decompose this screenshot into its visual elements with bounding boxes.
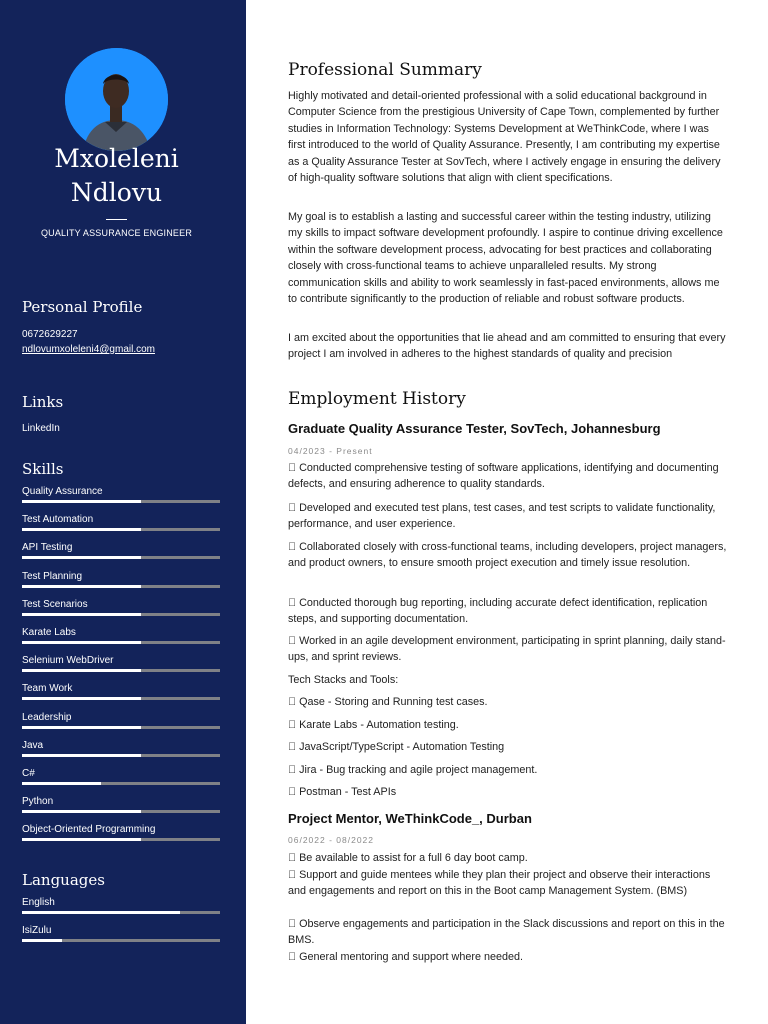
skill-level-fill <box>22 585 141 588</box>
skill-item <box>22 514 220 542</box>
skill-level-bar <box>22 810 220 813</box>
personal-profile-heading: Personal Profile <box>22 298 143 316</box>
skill-level-fill <box>22 810 141 813</box>
skill-item <box>22 486 220 514</box>
skill-level-fill <box>22 641 141 644</box>
summary-paragraph-3: I am excited about the opportunities that lie ahead and am committed to ensuring that every project I am involved in adheres to the highest standards of quality and precision <box>288 332 726 361</box>
profile-photo <box>65 48 168 151</box>
skill-item <box>22 740 220 768</box>
tech-stack-item: Qase - Storing and Running test cases. <box>288 696 477 708</box>
job-title-wethinkcode: Project Mentor, WeThinkCode_, Durban <box>288 811 532 826</box>
language-level-bar <box>22 939 220 942</box>
job-title: QUALITY ASSURANCE ENGINEER <box>40 228 193 238</box>
tech-stack-item: Jira - Bug tracking and agile project management. <box>288 764 527 776</box>
summary-paragraph-2: My goal is to establish a lasting and successful career within the testing industry, utilizing my skills to impact software development profoundly. I aspire to continue driving excellence within the software development process, advocating for best practices and collaborating closely with cross-functional teams to achieve unparalleled results. My strong communication skills and ability to work seamlessly in fast-paced environments, allows me to contribute significantly to the production of reliable and robust software products. <box>288 211 723 306</box>
language-item <box>22 897 220 925</box>
skill-level-bar <box>22 528 220 531</box>
job-bullet: Conducted comprehensive testing of software applications, identifying and documenting defects, and ensuring adherence to quality standards. <box>288 462 708 491</box>
job-title-sovtech: Graduate Quality Assurance Tester, SovTech, Johannesburg <box>288 421 661 436</box>
skill-level-fill <box>22 726 141 729</box>
phone-number: 0672629227 <box>22 329 78 340</box>
skill-item <box>22 768 220 796</box>
links-heading: Links <box>22 393 64 411</box>
language-level-fill <box>22 911 180 914</box>
job-dates-wethinkcode: 06/2022 - 08/2022 <box>288 835 375 845</box>
summary-paragraph-1: Highly motivated and detail-oriented professional with a solid educational background in Computer Science from the prestigious University of Cape Town, complemented by further studies in Information Technology: Systems Development at WeThinkCode, where I was first introduced to the world of Quality Assurance. Presently, I am contributing my expertise as a Quality Assurance Tester at SovTech, where I actively engage in ensuring the delivery of high-quality software solutions that align with client specifications. <box>288 90 721 185</box>
job-bullet: Worked in an agile development environment, participating in sprint planning, daily stand-ups, and sprint reviews. <box>288 635 715 664</box>
tech-stack-item: JavaScript/TypeScript - Automation Testing <box>288 741 494 753</box>
job-bullet: Support and guide mentees while they plan their project and observe their interactions and engagements and report on this in the Boot camp Management System. (BMS) <box>288 869 721 898</box>
skill-level-fill <box>22 613 141 616</box>
skill-level-bar <box>22 556 220 559</box>
skill-label: C# <box>22 768 35 779</box>
employment-heading: Employment History <box>288 389 466 409</box>
tech-stack-label: Tech Stacks and Tools: <box>288 674 399 686</box>
skill-label: Karate Labs <box>22 627 76 638</box>
job-bullet: Collaborated closely with cross-functional teams, including developers, project managers, and product owners, to ensure smooth project execution and timely issue resolution. <box>288 541 716 570</box>
skill-level-bar <box>22 613 220 616</box>
skill-item <box>22 599 220 627</box>
first-name: Mxoleleni <box>54 144 179 173</box>
skill-label: Java <box>22 739 44 751</box>
skill-label: Leadership <box>22 711 72 723</box>
skill-level-fill <box>22 556 141 559</box>
skill-level-fill <box>22 838 141 841</box>
skill-level-fill <box>22 528 141 531</box>
skill-item <box>22 542 220 570</box>
skill-level-bar <box>22 782 220 785</box>
last-name: Ndlovu <box>70 178 163 207</box>
skill-label: API Testing <box>22 542 73 554</box>
skill-item <box>22 796 220 824</box>
summary-heading: Professional Summary <box>288 60 482 80</box>
job-bullet: Developed and executed test plans, test cases, and test scripts to validate functionality, performance, and user experience. <box>288 502 705 531</box>
skill-label: Object-Oriented Programming <box>22 824 156 836</box>
skill-item <box>22 712 220 740</box>
skill-level-fill <box>22 754 141 757</box>
job-bullet: General mentoring and support where needed. <box>288 951 512 963</box>
skill-label: Test Automation <box>22 514 94 526</box>
skill-label: Quality Assurance <box>22 486 103 497</box>
skill-level-fill <box>22 697 141 700</box>
skill-level-bar <box>22 669 220 672</box>
language-item <box>22 925 220 953</box>
skill-item <box>22 683 220 711</box>
job-bullet: Conducted thorough bug reporting, including accurate defect identification, replication steps, and supporting documentation. <box>288 597 728 626</box>
skill-level-fill <box>22 669 141 672</box>
skill-label: Test Planning <box>22 570 83 582</box>
skill-level-bar <box>22 697 220 700</box>
skill-label: Team Work <box>22 683 73 695</box>
skill-label: Python <box>22 796 54 808</box>
candidate-name <box>0 142 233 210</box>
language-level-fill <box>22 939 62 942</box>
tech-stack-item: Karate Labs - Automation testing. <box>288 719 448 731</box>
skill-level-fill <box>22 500 141 503</box>
skill-item <box>22 655 220 683</box>
skill-level-bar <box>22 754 220 757</box>
skill-level-bar <box>22 500 220 503</box>
language-label: IsiZulu <box>22 924 52 936</box>
language-level-bar <box>22 911 220 914</box>
skill-level-fill <box>22 782 101 785</box>
email-link[interactable]: ndlovumxoleleni4@gmail.com <box>22 344 155 355</box>
avatar <box>65 48 168 151</box>
job-dates-sovtech: 04/2023 - Present <box>288 446 373 456</box>
skills-heading: Skills <box>22 460 64 478</box>
job-bullet: Be available to assist for a full 6 day boot camp. <box>288 852 517 864</box>
languages-heading: Languages <box>22 871 105 889</box>
job-bullet: Observe engagements and participation in the Slack discussions and report on this in the BMS. <box>288 918 714 947</box>
name-divider <box>106 219 127 220</box>
skill-level-bar <box>22 838 220 841</box>
skill-level-bar <box>22 585 220 588</box>
skill-item <box>22 571 220 599</box>
skill-label: Selenium WebDriver <box>22 655 114 667</box>
tech-stack-item: Postman - Test APIs <box>288 786 386 798</box>
skill-item <box>22 824 220 852</box>
skill-level-bar <box>22 726 220 729</box>
sidebar <box>0 0 246 1024</box>
skill-item <box>22 627 220 655</box>
language-label: English <box>22 897 55 908</box>
skill-level-bar <box>22 641 220 644</box>
skill-label: Test Scenarios <box>22 598 88 610</box>
linkedin-link[interactable]: LinkedIn <box>22 423 60 434</box>
